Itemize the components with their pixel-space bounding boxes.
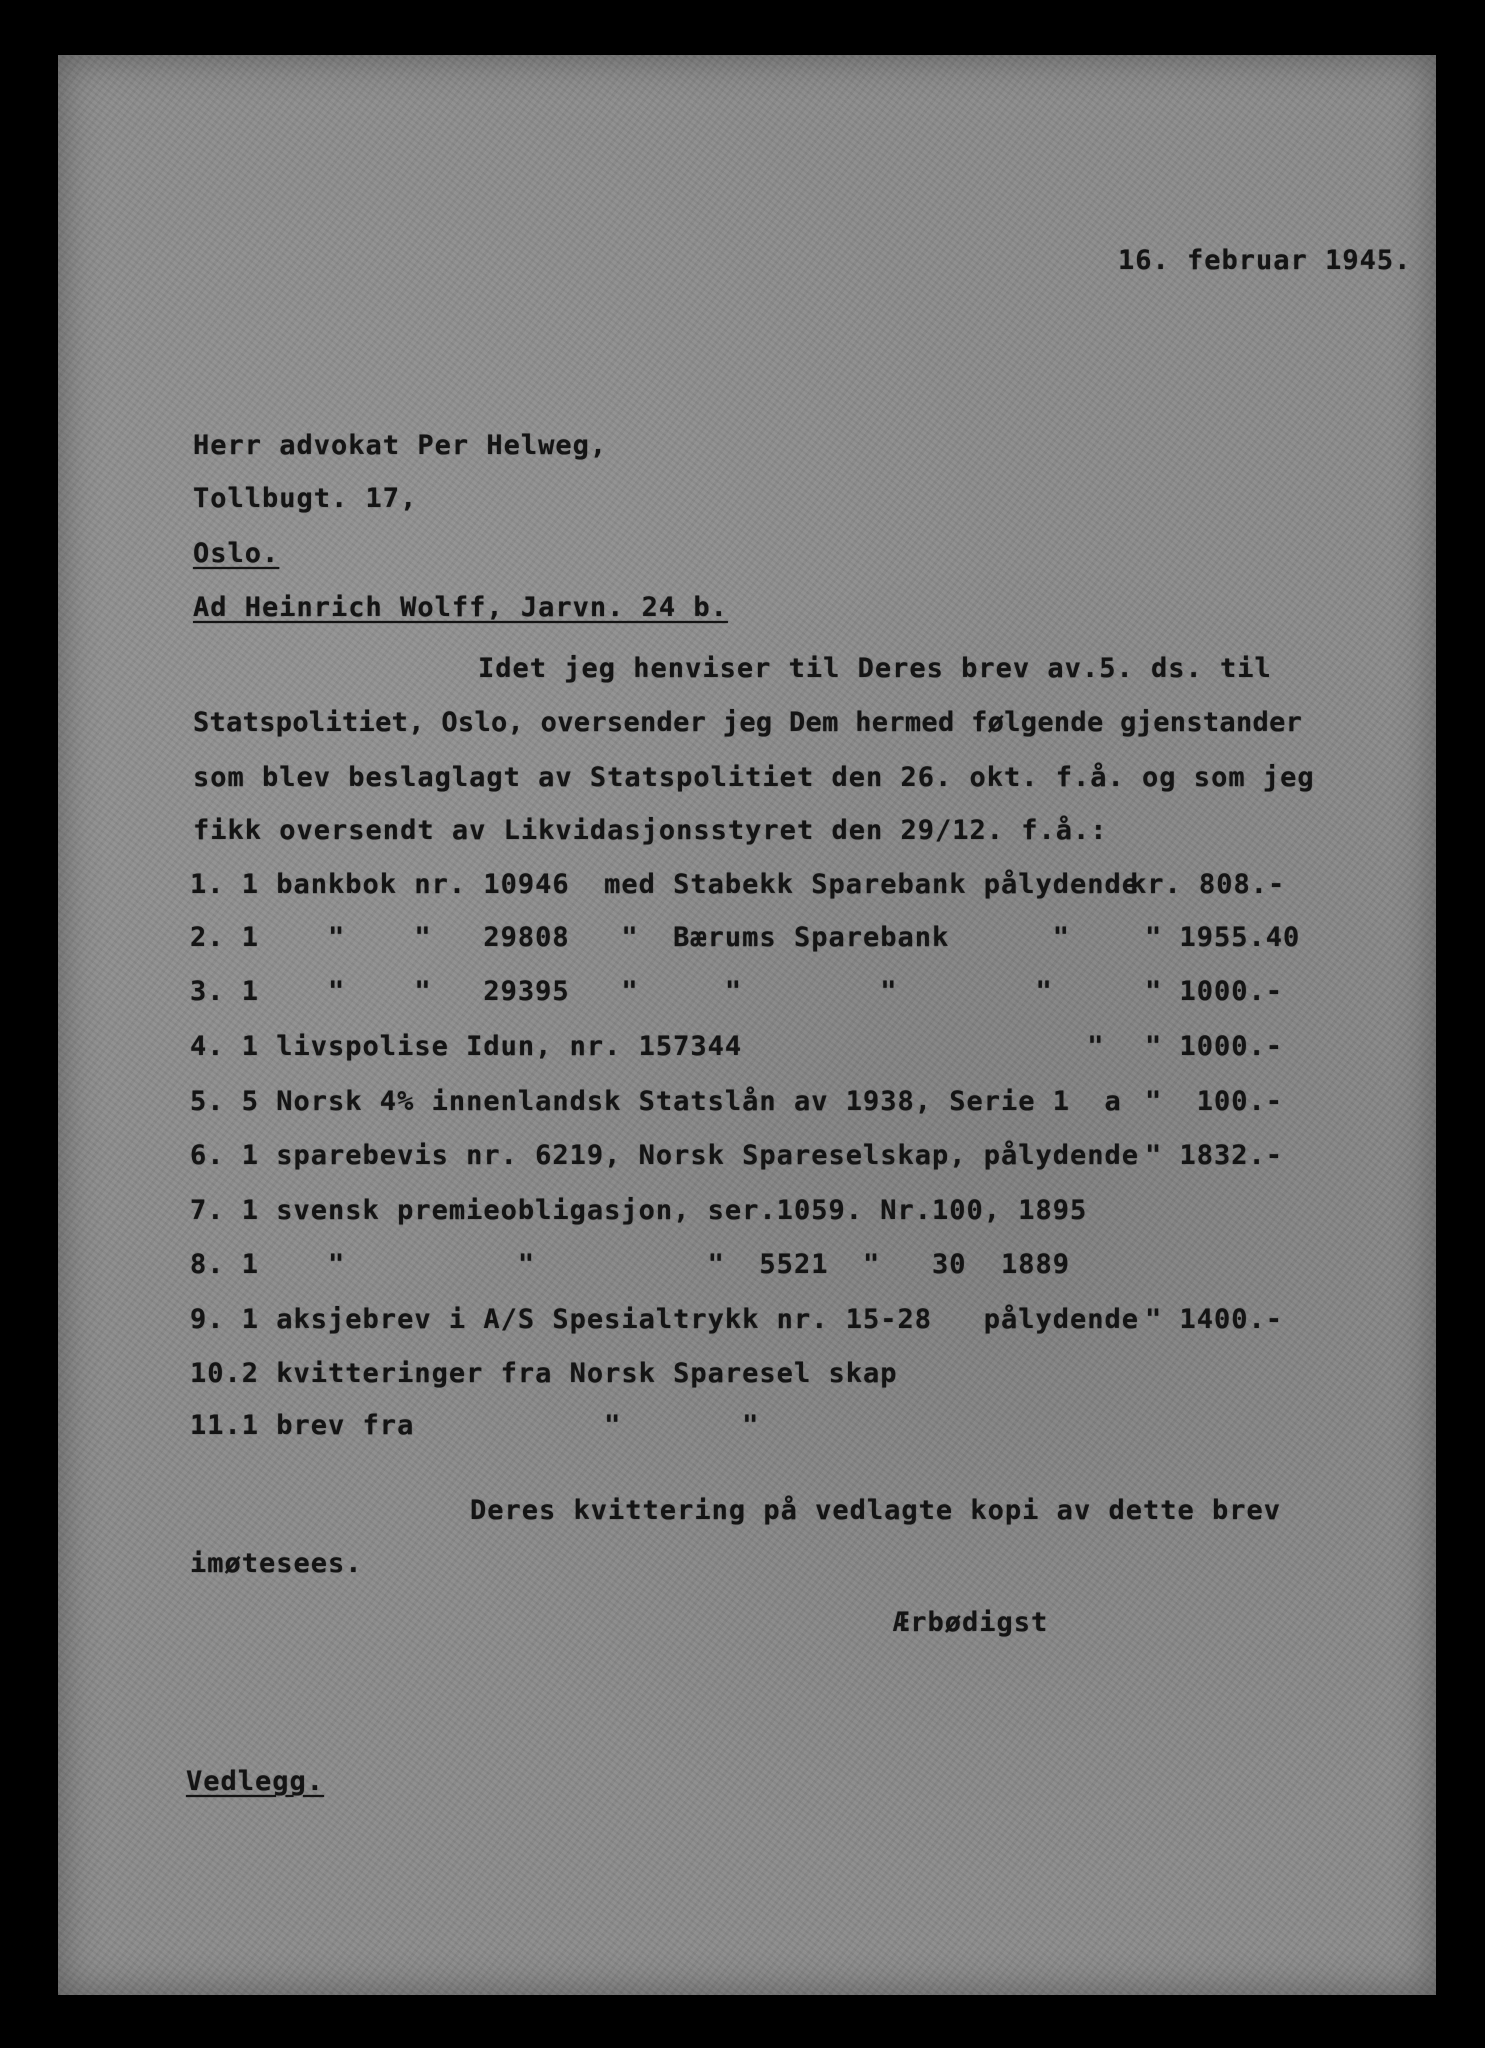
- body-line-4: fikk oversendt av Likvidasjonsstyret den 29/12. f.å.:: [193, 815, 1108, 846]
- list-item: 10.2 kvitteringer fra Norsk Sparesel skap: [190, 1358, 898, 1389]
- body-line-1: Idet jeg henviser til Deres brev av.5. ds. til: [478, 653, 1272, 684]
- list-item-amount: " 1955.40: [1145, 922, 1301, 953]
- salutation: Ærbødigst: [893, 1607, 1049, 1638]
- list-item: 2. 1 " " 29808 " Bærums Sparebank ": [190, 922, 1071, 953]
- list-item-amount: " 1000.-: [1145, 976, 1284, 1007]
- list-item: 5. 5 Norsk 4% innenlandsk Statslån av 1938, Serie 1 a: [190, 1086, 1122, 1117]
- list-item-amount: " 1000.-: [1145, 1031, 1284, 1062]
- list-item: 8. 1 " " " 5521 " 30 1889: [190, 1249, 1071, 1280]
- recipient-city: Oslo.: [193, 538, 280, 569]
- list-item: 7. 1 svensk premieobligasjon, ser.1059. Nr.100, 1895: [190, 1195, 1088, 1226]
- recipient-street: Tollbugt. 17,: [193, 483, 418, 514]
- list-item-amount: " 1400.-: [1145, 1304, 1284, 1335]
- document-page: [58, 55, 1436, 1995]
- list-item: 11.1 brev fra " ": [190, 1410, 760, 1441]
- closing-line-2: imøtesees.: [190, 1548, 363, 1579]
- letter-subject: Ad Heinrich Wolff, Jarvn. 24 b.: [193, 592, 728, 623]
- closing-line-1: Deres kvittering på vedlagte kopi av dette brev: [470, 1495, 1282, 1526]
- letter-date: 16. februar 1945.: [1118, 245, 1412, 276]
- list-item-amount: " 100.-: [1145, 1086, 1284, 1117]
- list-item-amount: " 1832.-: [1145, 1140, 1284, 1171]
- list-item-amount: kr. 808.-: [1130, 869, 1286, 900]
- body-line-3: som blev beslaglagt av Statspolitiet den 26. okt. f.å. og som jeg: [193, 762, 1315, 793]
- body-line-2: Statspolitiet, Oslo, oversender jeg Dem hermed følgende gjenstander: [193, 707, 1303, 738]
- recipient-name: Herr advokat Per Helweg,: [193, 430, 608, 461]
- enclosure-label: Vedlegg.: [186, 1766, 325, 1797]
- list-item: 6. 1 sparebevis nr. 6219, Norsk Spareselskap, pålydende: [190, 1140, 1140, 1171]
- list-item: 1. 1 bankbok nr. 10946 med Stabekk Sparebank pålydende: [190, 869, 1140, 900]
- list-item: 4. 1 livspolise Idun, nr. 157344 ": [190, 1031, 1105, 1062]
- list-item: 3. 1 " " 29395 " " " ": [190, 976, 1053, 1007]
- list-item: 9. 1 aksjebrev i A/S Spesialtrykk nr. 15-28 pålydende: [190, 1304, 1140, 1335]
